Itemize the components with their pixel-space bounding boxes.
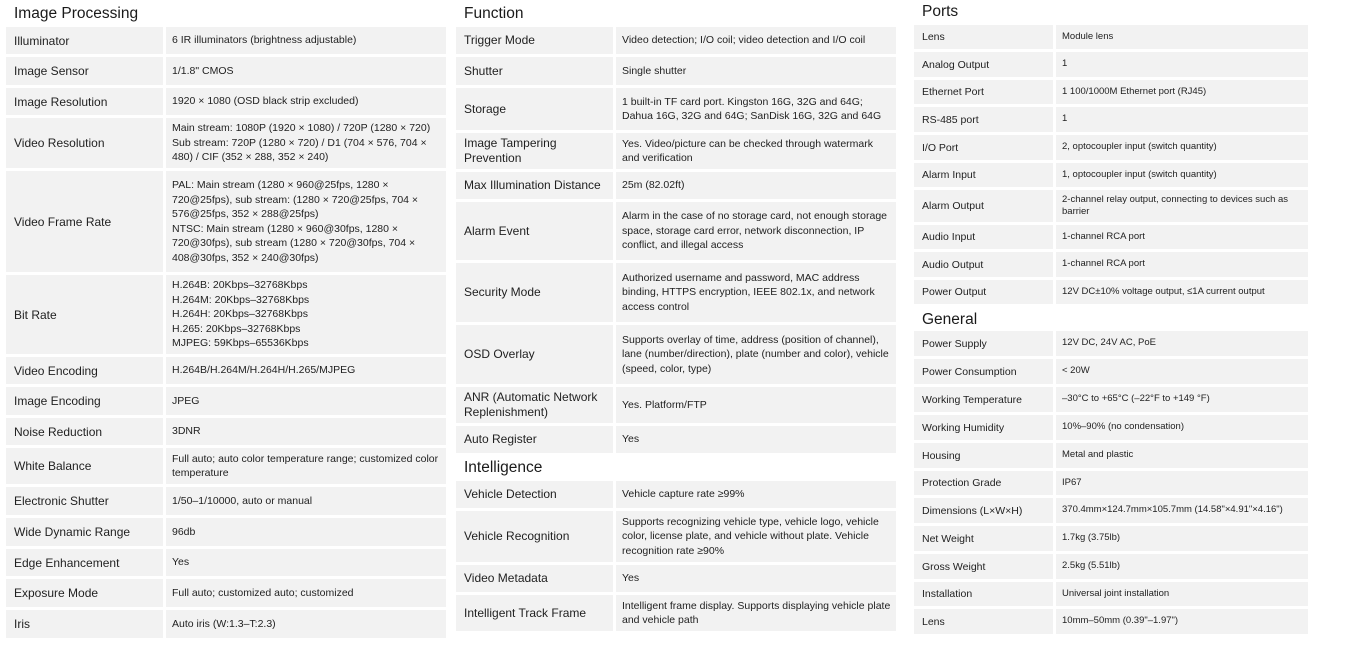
spec-value: 1-channel RCA port	[1056, 225, 1308, 252]
spec-label: Image Sensor	[6, 57, 166, 88]
image-processing-title: Image Processing	[14, 5, 139, 22]
spec-value: 96db	[166, 518, 446, 549]
spec-value: Yes. Platform/FTP	[616, 387, 896, 426]
spec-value: Vehicle capture rate ≥99%	[616, 481, 896, 511]
spec-row-exposure-mode	[6, 579, 446, 610]
spec-value: Module lens	[1056, 25, 1308, 52]
spec-row-vehicle-recognition	[456, 511, 896, 565]
intelligence-title: Intelligence	[464, 459, 543, 476]
spec-label: Power Supply	[914, 331, 1056, 359]
spec-row-trigger-mode	[456, 27, 896, 57]
spec-value: 1	[1056, 52, 1308, 80]
spec-row-alarm-output	[914, 190, 1308, 225]
spec-value: 6 IR illuminators (brightness adjustable)	[166, 27, 446, 57]
spec-row-working-temperature	[914, 387, 1308, 415]
spec-value: 2.5kg (5.51lb)	[1056, 554, 1308, 582]
spec-label: Image Resolution	[6, 88, 166, 118]
spec-value: 1-channel RCA port	[1056, 252, 1308, 280]
spec-row-net-weight	[914, 526, 1308, 554]
spec-label: Dimensions (L×W×H)	[914, 498, 1056, 526]
spec-value: 25m (82.02ft)	[616, 172, 896, 202]
spec-label: White Balance	[6, 448, 166, 487]
spec-label: Video Encoding	[6, 357, 166, 387]
spec-label: Iris	[6, 610, 166, 641]
spec-row-protection-grade	[914, 471, 1308, 498]
spec-value: IP67	[1056, 471, 1308, 498]
spec-value: 2-channel relay output, connecting to devices such as barrier	[1056, 190, 1308, 225]
spec-row-wide-dynamic-range	[6, 518, 446, 549]
ports-table	[914, 25, 1308, 307]
spec-value: Universal joint installation	[1056, 582, 1308, 609]
spec-row-intelligent-track-frame	[456, 595, 896, 634]
spec-value: Metal and plastic	[1056, 443, 1308, 471]
spec-label: Housing	[914, 443, 1056, 471]
spec-value: < 20W	[1056, 359, 1308, 387]
spec-label: Audio Input	[914, 225, 1056, 252]
ports-title: Ports	[922, 3, 959, 20]
spec-label: Working Temperature	[914, 387, 1056, 415]
spec-label: Lens	[914, 609, 1056, 637]
spec-row-bit-rate	[6, 275, 446, 357]
spec-label: Power Consumption	[914, 359, 1056, 387]
spec-value: Authorized username and password, MAC address binding, HTTPS encryption, IEEE 802.1x, and network access control	[616, 263, 896, 325]
spec-value: 1.7kg (3.75lb)	[1056, 526, 1308, 554]
spec-row-max-illumination-distance	[456, 172, 896, 202]
spec-row-i-o-port	[914, 135, 1308, 163]
spec-row-rs-485-port	[914, 107, 1308, 135]
spec-value: Main stream: 1080P (1920 × 1080) / 720P (1280 × 720) Sub stream: 720P (1280 × 720) / D1 (704 × 576, 704 × 480) / CIF (352 × 288, 352 × 240)	[166, 118, 446, 171]
general-table	[914, 331, 1308, 637]
function-table	[456, 27, 896, 456]
spec-row-edge-enhancement	[6, 549, 446, 579]
spec-label: Trigger Mode	[456, 27, 616, 57]
spec-value: 2, optocoupler input (switch quantity)	[1056, 135, 1308, 163]
spec-label: Alarm Input	[914, 163, 1056, 190]
spec-row-iris	[6, 610, 446, 641]
spec-row-working-humidity	[914, 415, 1308, 443]
spec-label: Wide Dynamic Range	[6, 518, 166, 549]
spec-label: I/O Port	[914, 135, 1056, 163]
spec-value: Auto iris (W:1.3–T:2.3)	[166, 610, 446, 641]
spec-label: Illuminator	[6, 27, 166, 57]
spec-row-anr-automatic-network-replenishment	[456, 387, 896, 426]
spec-row-power-output	[914, 280, 1308, 307]
spec-value: 1/50–1/10000, auto or manual	[166, 487, 446, 518]
image-processing-table	[6, 27, 446, 641]
spec-row-security-mode	[456, 263, 896, 325]
spec-label: Shutter	[456, 57, 616, 88]
spec-value: Yes. Video/picture can be checked through watermark and verification	[616, 133, 896, 172]
spec-value: Video detection; I/O coil; video detection and I/O coil	[616, 27, 896, 57]
spec-label: Image Encoding	[6, 387, 166, 418]
spec-row-auto-register	[456, 426, 896, 456]
spec-value: 1 100/1000M Ethernet port (RJ45)	[1056, 80, 1308, 107]
spec-value: 370.4mm×124.7mm×105.7mm (14.58"×4.91"×4.16")	[1056, 498, 1308, 526]
spec-value: Alarm in the case of no storage card, not enough storage space, storage card error, network disconnection, IP conflict, and illegal access	[616, 202, 896, 263]
intelligence-table	[456, 481, 896, 634]
spec-row-audio-input	[914, 225, 1308, 252]
spec-value: 12V DC±10% voltage output, ≤1A current output	[1056, 280, 1308, 307]
spec-row-white-balance	[6, 448, 446, 487]
spec-value: Intelligent frame display. Supports displaying vehicle plate and vehicle path	[616, 595, 896, 634]
spec-value: Supports recognizing vehicle type, vehicle logo, vehicle color, license plate, and vehicle without plate. Vehicle recognition rate ≥90%	[616, 511, 896, 565]
spec-label: Ethernet Port	[914, 80, 1056, 107]
spec-label: Auto Register	[456, 426, 616, 456]
spec-label: Working Humidity	[914, 415, 1056, 443]
spec-label: Video Frame Rate	[6, 171, 166, 275]
spec-row-video-resolution	[6, 118, 446, 171]
spec-row-shutter	[456, 57, 896, 88]
spec-label: Power Output	[914, 280, 1056, 307]
spec-row-image-sensor	[6, 57, 446, 88]
ports-column	[914, 0, 1308, 637]
spec-label: Intelligent Track Frame	[456, 595, 616, 634]
spec-label: Net Weight	[914, 526, 1056, 554]
spec-value: 12V DC, 24V AC, PoE	[1056, 331, 1308, 359]
spec-row-osd-overlay	[456, 325, 896, 387]
spec-row-dimensions-l-w-h	[914, 498, 1308, 526]
spec-label: Gross Weight	[914, 554, 1056, 582]
spec-row-image-resolution	[6, 88, 446, 118]
spec-value: Full auto; auto color temperature range; customized color temperature	[166, 448, 446, 487]
spec-row-electronic-shutter	[6, 487, 446, 518]
spec-label: Video Metadata	[456, 565, 616, 595]
spec-label: Analog Output	[914, 52, 1056, 80]
spec-row-video-frame-rate	[6, 171, 446, 275]
spec-row-power-consumption	[914, 359, 1308, 387]
spec-label: Edge Enhancement	[6, 549, 166, 579]
spec-label: Exposure Mode	[6, 579, 166, 610]
spec-row-analog-output	[914, 52, 1308, 80]
spec-label: RS-485 port	[914, 107, 1056, 135]
spec-row-illuminator	[6, 27, 446, 57]
spec-label: Electronic Shutter	[6, 487, 166, 518]
spec-label: ANR (Automatic Network Replenishment)	[456, 387, 616, 426]
spec-label: Vehicle Recognition	[456, 511, 616, 565]
function-column	[456, 0, 896, 634]
spec-label: Video Resolution	[6, 118, 166, 171]
spec-value: 1, optocoupler input (switch quantity)	[1056, 163, 1308, 190]
function-title: Function	[464, 5, 524, 22]
spec-row-installation	[914, 582, 1308, 609]
spec-value: H.264B: 20Kbps–32768Kbps H.264M: 20Kbps–32768Kbps H.264H: 20Kbps–32768Kbps H.265: 20Kbps–32768Kbps MJPEG: 59Kbps–65536Kbps	[166, 275, 446, 357]
spec-value: Yes	[616, 426, 896, 456]
spec-value: 3DNR	[166, 418, 446, 448]
spec-value: 1 built-in TF card port. Kingston 16G, 32G and 64G; Dahua 16G, 32G and 64G; SanDisk 16G, 32G and 64G	[616, 88, 896, 133]
spec-row-image-tampering-prevention	[456, 133, 896, 172]
spec-label: Alarm Output	[914, 190, 1056, 225]
spec-label: Image Tampering Prevention	[456, 133, 616, 172]
spec-value: H.264B/H.264M/H.264H/H.265/MJPEG	[166, 357, 446, 387]
spec-value: Yes	[616, 565, 896, 595]
spec-label: Max Illumination Distance	[456, 172, 616, 202]
spec-row-ethernet-port	[914, 80, 1308, 107]
image-processing-column	[6, 0, 446, 641]
spec-value: Yes	[166, 549, 446, 579]
spec-row-lens	[914, 25, 1308, 52]
spec-label: Storage	[456, 88, 616, 133]
spec-label: Bit Rate	[6, 275, 166, 357]
spec-value: Full auto; customized auto; customized	[166, 579, 446, 610]
spec-value: JPEG	[166, 387, 446, 418]
spec-label: Protection Grade	[914, 471, 1056, 498]
spec-row-image-encoding	[6, 387, 446, 418]
spec-label: Installation	[914, 582, 1056, 609]
spec-value: 1	[1056, 107, 1308, 135]
spec-row-alarm-input	[914, 163, 1308, 190]
spec-value: PAL: Main stream (1280 × 960@25fps, 1280 × 720@25fps), sub stream: (1280 × 720@25fps, 704 × 576@25fps, 352 × 288@25fps) NTSC: Main stream (1280 × 960@30fps, 1280 × 720@30fps), sub stream (1280 × 720@30fps, 704 × 408@30fps, 352 × 240@30fps)	[166, 171, 446, 275]
spec-row-video-encoding	[6, 357, 446, 387]
spec-value: Single shutter	[616, 57, 896, 88]
spec-row-vehicle-detection	[456, 481, 896, 511]
spec-row-video-metadata	[456, 565, 896, 595]
spec-value: 1920 × 1080 (OSD black strip excluded)	[166, 88, 446, 118]
spec-row-housing	[914, 443, 1308, 471]
spec-value: 10%–90% (no condensation)	[1056, 415, 1308, 443]
spec-label: Lens	[914, 25, 1056, 52]
spec-value: 1/1.8" CMOS	[166, 57, 446, 88]
spec-row-alarm-event	[456, 202, 896, 263]
spec-value: Supports overlay of time, address (position of channel), lane (number/direction), plate (number and color), vehicle (speed, color, type)	[616, 325, 896, 387]
spec-row-power-supply	[914, 331, 1308, 359]
spec-row-storage	[456, 88, 896, 133]
spec-label: Audio Output	[914, 252, 1056, 280]
spec-row-audio-output	[914, 252, 1308, 280]
spec-row-lens	[914, 609, 1308, 637]
spec-label: OSD Overlay	[456, 325, 616, 387]
spec-row-noise-reduction	[6, 418, 446, 448]
spec-row-gross-weight	[914, 554, 1308, 582]
spec-value: –30°C to +65°C (–22°F to +149 °F)	[1056, 387, 1308, 415]
spec-value: 10mm–50mm (0.39"–1.97")	[1056, 609, 1308, 637]
spec-label: Vehicle Detection	[456, 481, 616, 511]
spec-label: Security Mode	[456, 263, 616, 325]
spec-label: Noise Reduction	[6, 418, 166, 448]
spec-label: Alarm Event	[456, 202, 616, 263]
general-title: General	[922, 311, 978, 328]
